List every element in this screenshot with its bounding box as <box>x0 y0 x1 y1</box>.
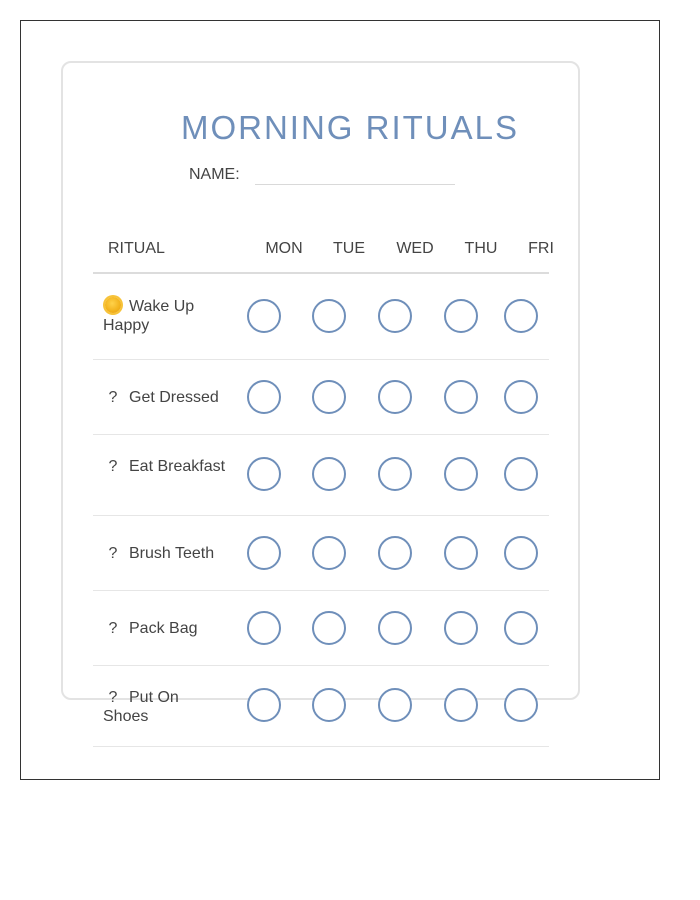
ritual-row <box>93 516 549 591</box>
ritual-row <box>93 360 549 435</box>
checkbox-circle-tue[interactable] <box>312 299 346 333</box>
checkbox-circle-mon[interactable] <box>247 688 281 722</box>
table-header <box>93 232 554 274</box>
checkbox-circle-tue[interactable] <box>312 536 346 570</box>
ritual-text: Get Dressed <box>129 389 219 406</box>
checkbox-circle-fri[interactable] <box>504 688 538 722</box>
question-icon: ? <box>108 689 118 706</box>
checkbox-circle-wed[interactable] <box>378 457 412 491</box>
checkbox-circle-wed[interactable] <box>378 299 412 333</box>
ritual-rows <box>93 274 549 747</box>
checkbox-circle-thu[interactable] <box>444 299 478 333</box>
ritual-row <box>93 591 549 666</box>
checkbox-circle-tue[interactable] <box>312 688 346 722</box>
day-header-tue: TUE <box>333 240 365 257</box>
checkbox-circle-tue[interactable] <box>312 457 346 491</box>
ritual-label <box>103 544 228 563</box>
name-field-row <box>189 167 455 183</box>
ritual-text: Brush Teeth <box>129 545 215 562</box>
ritual-column-header: RITUAL <box>108 240 165 257</box>
question-icon: ? <box>108 545 118 562</box>
question-icon: ? <box>108 458 118 475</box>
ritual-label <box>103 688 228 726</box>
ritual-row <box>93 666 549 747</box>
checkbox-circle-mon[interactable] <box>247 380 281 414</box>
question-icon: ? <box>108 389 118 406</box>
ritual-row <box>93 274 549 360</box>
checkbox-circle-thu[interactable] <box>444 457 478 491</box>
checkbox-circle-mon[interactable] <box>247 536 281 570</box>
name-label: NAME: <box>189 166 240 183</box>
checkbox-circle-fri[interactable] <box>504 536 538 570</box>
day-header-wed: WED <box>396 240 434 257</box>
checkbox-circle-fri[interactable] <box>504 457 538 491</box>
checkbox-circle-mon[interactable] <box>247 611 281 645</box>
checkbox-circle-fri[interactable] <box>504 380 538 414</box>
checkbox-circle-thu[interactable] <box>444 611 478 645</box>
ritual-label <box>103 388 228 407</box>
checkbox-circle-fri[interactable] <box>504 299 538 333</box>
day-header-mon: MON <box>265 240 303 257</box>
checkbox-circle-wed[interactable] <box>378 536 412 570</box>
checkbox-circle-wed[interactable] <box>378 611 412 645</box>
sun-icon <box>103 297 123 316</box>
day-header-thu: THU <box>464 240 498 257</box>
checkbox-circle-tue[interactable] <box>312 611 346 645</box>
ritual-label <box>103 297 228 335</box>
page-title: MORNING RITUALS <box>180 109 520 146</box>
name-input-line[interactable] <box>255 184 455 185</box>
day-header-fri: FRI <box>528 240 554 257</box>
checkbox-circle-thu[interactable] <box>444 536 478 570</box>
ritual-label <box>103 457 228 476</box>
ritual-text: Eat Breakfast <box>129 458 226 475</box>
checkbox-circle-fri[interactable] <box>504 611 538 645</box>
ritual-text: Put On Shoes <box>103 689 179 725</box>
checkbox-circle-thu[interactable] <box>444 688 478 722</box>
question-icon: ? <box>108 620 118 637</box>
checkbox-circle-thu[interactable] <box>444 380 478 414</box>
ritual-row <box>93 435 549 516</box>
checkbox-circle-wed[interactable] <box>378 380 412 414</box>
checkbox-circle-tue[interactable] <box>312 380 346 414</box>
ritual-text: Pack Bag <box>129 620 198 637</box>
checkbox-circle-wed[interactable] <box>378 688 412 722</box>
checkbox-circle-mon[interactable] <box>247 457 281 491</box>
ritual-table <box>93 232 554 747</box>
ritual-label <box>103 619 228 638</box>
checkbox-circle-mon[interactable] <box>247 299 281 333</box>
ritual-text: Wake Up Happy <box>103 298 195 334</box>
